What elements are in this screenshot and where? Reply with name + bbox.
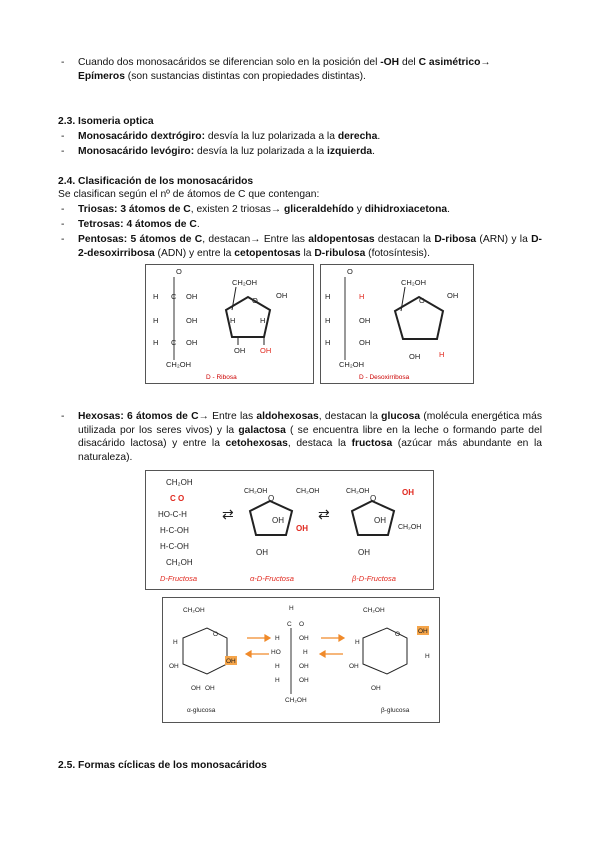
bullet-dextrogiro	[61, 130, 542, 144]
bold-text: Triosas: 3 átomos de C	[78, 204, 191, 215]
bold-text: fructosa	[351, 438, 393, 449]
figure-glucosa	[162, 597, 440, 723]
text: .	[372, 146, 376, 157]
label-h: H	[275, 663, 280, 670]
label-h: H	[325, 316, 331, 325]
label-oh: OH	[299, 635, 309, 642]
label-ch2oh: CH₂OH	[346, 488, 370, 495]
bold-text: Monosacárido dextrógiro:	[78, 131, 206, 142]
bold-text: Epímeros	[78, 70, 125, 82]
label-oh: OH	[256, 548, 268, 557]
text: .	[447, 204, 450, 215]
caption-d-desoxirribosa: D - Desoxirribosa	[359, 374, 410, 381]
label-ho: HO	[271, 649, 281, 656]
label-h-red: H	[439, 350, 445, 359]
label-hcoh: H-C-OH	[160, 542, 189, 551]
bullet-dash: -	[61, 131, 65, 142]
caption-beta-glucosa: β-glucosa	[381, 707, 410, 714]
text: y	[353, 204, 365, 215]
label-ch2oh: CH₂OH	[285, 697, 307, 704]
bold-text: D-ribosa	[434, 234, 477, 245]
bold-text: -OH	[380, 57, 400, 68]
bold-text: D-ribulosa	[314, 247, 366, 259]
label-h: H	[153, 316, 159, 325]
label-oh: OH	[299, 677, 309, 684]
label-oh: OH	[358, 548, 370, 557]
label-ring-o: O	[419, 296, 425, 305]
bold-text: dihidroxiacetona	[364, 204, 448, 215]
bold-text: aldohexosas	[256, 411, 319, 422]
text: .	[196, 219, 200, 230]
bullet-hexosas	[61, 410, 543, 464]
bold-text: izquierda	[326, 146, 373, 157]
text: desvía la luz polarizada a la	[194, 146, 327, 157]
text: → Entre las	[198, 411, 257, 422]
label-ch2oh: CH₂OH	[166, 478, 193, 487]
ring-shape-alpha	[183, 628, 227, 674]
label-ch2oh: CH₂OH	[166, 360, 191, 369]
label-h: H	[325, 292, 331, 301]
label-ch2oh: CH₂OH	[339, 360, 364, 369]
bold-text: cetopentosas	[234, 247, 301, 259]
bold-text: Pentosas: 5 átomos de C	[78, 234, 203, 245]
text: (molécula energética más utilizada por los seres vivos) y la	[78, 411, 543, 436]
bold-text: derecha	[337, 131, 378, 142]
label-ch2oh: CH₂OH	[401, 278, 426, 287]
figure-fructosa	[145, 470, 434, 590]
caption-alpha-glucosa: α-glucosa	[187, 707, 216, 714]
text: del	[399, 57, 419, 68]
arrow-head	[339, 635, 344, 641]
caption-d-fructosa: D-Fructosa	[160, 574, 198, 583]
label-oh: OH	[359, 338, 371, 347]
section-title-2-3: 2.3. Isomeria optica	[58, 116, 154, 127]
arrow-head	[320, 651, 325, 657]
bullet-dash: -	[61, 219, 65, 230]
label-oh: OH	[349, 663, 359, 670]
text: destacan la	[374, 234, 435, 245]
label-oh: OH	[186, 292, 198, 301]
label-hcoh: H-C-OH	[160, 526, 189, 535]
label-o: O	[176, 267, 182, 276]
label-ch2oh: CH₂OH	[363, 607, 385, 614]
text: (son sustancias distintas con propiedades distintas).	[124, 70, 366, 82]
bold-text: C asimétrico→	[418, 57, 491, 68]
label-oh: OH	[299, 663, 309, 670]
label-oh: OH	[205, 685, 215, 692]
label-h: H	[355, 639, 360, 646]
label-oh: OH	[418, 628, 428, 635]
label-oh-red: OH	[296, 524, 308, 533]
bond-line	[232, 287, 236, 310]
label-oh: OH	[191, 685, 201, 692]
text: la	[300, 247, 315, 259]
ring-shape-beta	[352, 501, 394, 535]
bold-text: Hexosas: 6 átomos de C	[78, 411, 199, 422]
label-ch2oh: CH₂OH	[183, 607, 205, 614]
label-ch2oh: CH₂OH	[398, 524, 422, 531]
label-ring-o: O	[252, 296, 258, 305]
label-oh: OH	[186, 316, 198, 325]
label-h: H	[425, 653, 430, 660]
label-c: C	[171, 292, 177, 301]
bullet-pentosas	[61, 233, 542, 260]
text: , destacan la	[318, 411, 382, 422]
label-h: H	[153, 292, 159, 301]
label-oh: OH	[169, 663, 179, 670]
ring-shape-alpha	[250, 501, 292, 535]
bullet-dash: -	[61, 146, 65, 157]
bold-text: cetohexosas	[225, 438, 288, 449]
glucose-diagram	[163, 598, 439, 722]
bold-text: gliceraldehído	[284, 204, 354, 215]
label-oh: OH	[359, 316, 371, 325]
label-oh: OH	[409, 352, 421, 361]
label-oh: OH	[226, 658, 236, 665]
text: (azúcar más abundante en la naturaleza).	[78, 438, 542, 463]
bullet-dash: -	[61, 57, 65, 68]
bullet-triosas	[61, 203, 542, 217]
label-co: C O	[170, 494, 185, 503]
bold-text: Monosacárido levógiro:	[78, 146, 195, 157]
bold-text: galactosa	[238, 424, 286, 436]
label-ch2oh: CH₂OH	[296, 488, 320, 495]
label-ring-o: O	[370, 494, 377, 503]
label-h: H	[275, 677, 280, 684]
label-c: C	[287, 621, 292, 628]
figure-d-ribosa	[145, 264, 314, 384]
equilibrium-arrow: ⇄	[318, 506, 330, 522]
text: .	[377, 131, 381, 142]
label-ch2oh: CH₂OH	[244, 488, 268, 495]
label-o: O	[299, 621, 305, 628]
bullet-dash: -	[61, 204, 65, 215]
label-c: C	[171, 338, 177, 347]
bold-text: glucosa	[381, 411, 421, 422]
arrow-head	[246, 651, 251, 657]
arrow-head	[265, 635, 270, 641]
caption-beta-fructosa: β-D-Fructosa	[352, 574, 396, 583]
text: , existen 2 triosas→	[190, 204, 285, 215]
bullet-epimeros	[61, 56, 542, 83]
label-oh-red: OH	[260, 346, 272, 355]
label-o: O	[347, 267, 353, 276]
text: desvía la luz polarizada a la	[205, 131, 338, 142]
fructose-diagram	[146, 471, 433, 589]
deoxyribose-diagram	[321, 265, 473, 383]
label-oh-red: OH	[402, 488, 414, 497]
label-h: H	[230, 316, 236, 325]
label-h-red: H	[359, 292, 365, 301]
caption-alpha-fructosa: α-D-Fructosa	[250, 574, 294, 583]
label-h: H	[289, 605, 294, 612]
label-oh: OH	[272, 516, 284, 525]
label-ch2oh: CH₂OH	[232, 278, 257, 287]
label-h: H	[325, 338, 331, 347]
ribose-diagram	[146, 265, 313, 383]
label-oh: OH	[186, 338, 198, 347]
intro-text: Se clasifican según el nº de átomos de C que contengan:	[58, 189, 320, 200]
text: , destaca la	[287, 438, 352, 449]
bullet-tetrosas	[61, 218, 542, 232]
text: (fotosíntesis).	[365, 247, 430, 259]
label-oh: OH	[276, 291, 288, 300]
text: , destacan→ Entre las	[202, 234, 309, 245]
bold-text: aldopentosas	[308, 234, 375, 245]
label-h: H	[260, 316, 266, 325]
label-o: O	[213, 631, 219, 638]
bullet-levogiro	[61, 145, 542, 159]
label-o: O	[395, 631, 401, 638]
label-hoch: HO-C-H	[158, 510, 187, 519]
section-title-2-4: 2.4. Clasificación de los monosacáridos	[58, 176, 254, 187]
label-oh: OH	[371, 685, 381, 692]
label-oh: OH	[447, 291, 459, 300]
bold-text: D-2-desoxirribosa	[78, 234, 542, 259]
label-h: H	[275, 635, 280, 642]
bullet-dash: -	[61, 234, 65, 245]
section-title-2-5: 2.5. Formas cíclicas de los monosacáridos	[58, 760, 267, 771]
bullet-dash: -	[61, 411, 65, 422]
label-h: H	[153, 338, 159, 347]
caption-d-ribosa: D - Ribosa	[206, 374, 237, 381]
label-oh: OH	[374, 516, 386, 525]
label-ch2oh: CH₂OH	[166, 558, 193, 567]
label-oh: OH	[234, 346, 246, 355]
bold-text: Tetrosas: 4 átomos de C	[78, 219, 197, 230]
text: (ARN) y la	[476, 234, 532, 245]
text: Cuando dos monosacáridos se diferencian solo en la posición del	[78, 57, 381, 68]
label-h: H	[303, 649, 308, 656]
text: (ADN) y entre la	[154, 247, 235, 259]
label-ring-o: O	[268, 494, 275, 503]
figure-d-desoxirribosa	[320, 264, 474, 384]
label-h: H	[173, 639, 178, 646]
equilibrium-arrow: ⇄	[222, 506, 234, 522]
ring-shape-beta	[363, 628, 407, 674]
text: ( se encuentra libre en la leche o formando parte del disacárido lactosa) y entre la	[78, 424, 542, 449]
